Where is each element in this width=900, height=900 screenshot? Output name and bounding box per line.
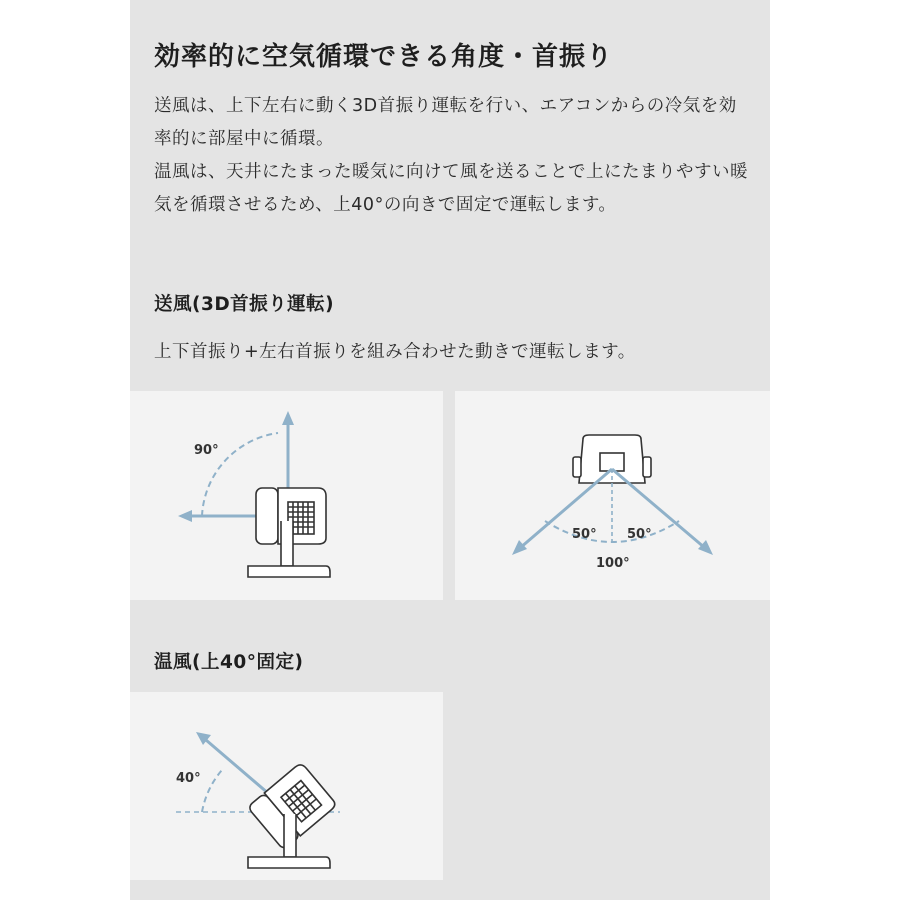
heat-angle-arc [202,770,222,812]
content-panel [130,0,770,900]
fan-side-icon [248,488,330,577]
arrow-right-diag-line [612,469,705,548]
vertical-angle-label: 90° [194,443,219,458]
arrow-left-head [178,510,192,522]
fan-mode-heading: 送風(3D首振り運転) [154,294,335,315]
horizontal-swing-illustration [455,391,770,600]
arrow-left-diag-line [520,469,612,548]
fan-tilted-icon [247,762,337,868]
heat-angle-illustration [130,692,443,880]
fan-mode-description: 上下首振り+左右首振りを組み合わせた動きで運転します。 [154,342,636,362]
arrow-up-head [282,411,294,425]
page-title: 効率的に空気循環できる角度・首振り [154,42,614,72]
left-angle-label: 50° [572,527,597,542]
heat-mode-heading: 温風(上40°固定) [154,652,304,673]
intro-paragraph-fan: 送風は、上下左右に動く3D首振り運転を行い、エアコンからの冷気を効率的に部屋中に循環。 [154,96,737,149]
heat-angle-label: 40° [176,771,201,786]
right-angle-label: 50° [627,527,652,542]
fan-top-icon [573,435,651,483]
intro-paragraph-heat: 温風は、天井にたまった暖気に向けて風を送ることで上にたまりやすい暖気を循環させるため、上40°の向きで固定で運転します。 [154,162,748,215]
intro-text [154,90,754,222]
horizontal-angle-arc [545,521,679,542]
total-angle-label: 100° [596,556,630,571]
vertical-swing-illustration [130,391,443,600]
